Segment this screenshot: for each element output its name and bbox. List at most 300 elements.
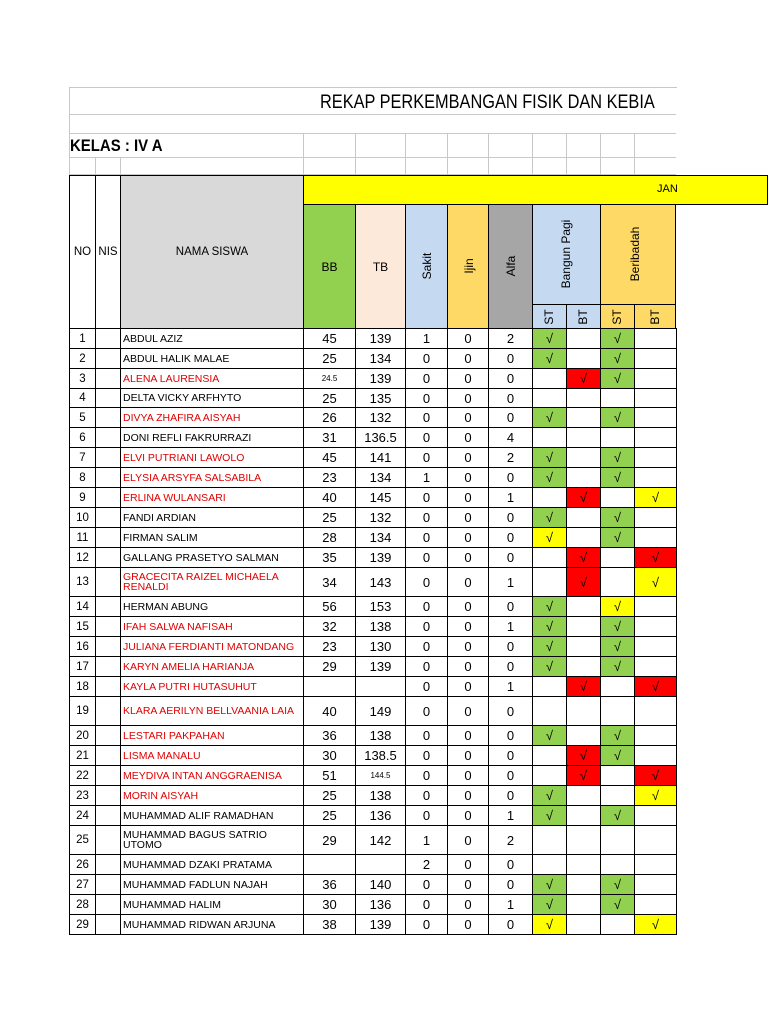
table-row [70, 568, 677, 597]
cell-bb: 38 [304, 915, 356, 935]
bangun-pagi-st-cell [533, 826, 567, 855]
bangun-pagi-bt-cell: √ [567, 568, 601, 597]
cell-ijin: 0 [448, 568, 489, 597]
cell-alfa: 1 [489, 895, 533, 915]
cell-nis [96, 329, 121, 349]
beribadah-st-cell [601, 568, 635, 597]
cell-sakit: 0 [406, 617, 448, 637]
cell-bb: 56 [304, 597, 356, 617]
bangun-pagi-bt-cell [567, 826, 601, 855]
beribadah-st-cell: √ [601, 617, 635, 637]
cell-nis [96, 786, 121, 806]
beribadah-st-cell [601, 488, 635, 508]
table-row [70, 637, 677, 657]
cell-tb: 138.5 [356, 746, 406, 766]
cell-alfa: 0 [489, 637, 533, 657]
cell-sakit: 0 [406, 786, 448, 806]
table-row [70, 408, 677, 428]
cell-bb: 51 [304, 766, 356, 786]
cell-alfa: 0 [489, 369, 533, 389]
cell-nis [96, 468, 121, 488]
beribadah-bt-cell [635, 855, 677, 875]
cell-alfa: 1 [489, 806, 533, 826]
bangun-pagi-bt-cell [567, 528, 601, 548]
cell-ijin: 0 [448, 488, 489, 508]
bangun-pagi-st-cell: √ [533, 726, 567, 746]
bangun-pagi-bt-cell [567, 389, 601, 408]
cell-tb [356, 855, 406, 875]
cell-alfa: 0 [489, 468, 533, 488]
beribadah-st-cell: √ [601, 657, 635, 677]
beribadah-bt-cell: √ [635, 677, 677, 697]
cell-sakit: 0 [406, 369, 448, 389]
table-row [70, 786, 677, 806]
cell-nis [96, 855, 121, 875]
table-row [70, 657, 677, 677]
beribadah-st-cell: √ [601, 369, 635, 389]
cell-tb: 139 [356, 369, 406, 389]
cell-ijin: 0 [448, 389, 489, 408]
beribadah-st-cell [601, 389, 635, 408]
cell-nama: MUHAMMAD RIDWAN ARJUNA [121, 915, 304, 935]
table-row [70, 349, 677, 369]
cell-tb: 134 [356, 349, 406, 369]
bangun-pagi-st-cell: √ [533, 637, 567, 657]
cell-sakit: 0 [406, 597, 448, 617]
cell-sakit: 0 [406, 697, 448, 726]
cell-no: 22 [70, 766, 96, 786]
cell-ijin: 0 [448, 468, 489, 488]
cell-tb: 141 [356, 448, 406, 468]
bangun-pagi-bt-cell [567, 726, 601, 746]
cell-sakit: 0 [406, 528, 448, 548]
class-label: KELAS : IV A [70, 136, 163, 155]
cell-nama: JULIANA FERDIANTI MATONDANG [121, 637, 304, 657]
bangun-pagi-bt-cell: √ [567, 766, 601, 786]
cell-ijin: 0 [448, 597, 489, 617]
cell-bb: 25 [304, 389, 356, 408]
cell-nama: MUHAMMAD BAGUS SATRIO UTOMO [121, 826, 304, 855]
cell-no: 14 [70, 597, 96, 617]
beribadah-bt-cell [635, 389, 677, 408]
bangun-pagi-st-cell: √ [533, 875, 567, 895]
cell-nis [96, 597, 121, 617]
cell-alfa: 1 [489, 677, 533, 697]
beribadah-st-cell [601, 915, 635, 935]
bangun-pagi-st-cell: √ [533, 895, 567, 915]
cell-nama: ABDUL HALIK MALAE [121, 349, 304, 369]
report-title: REKAP PERKEMBANGAN FISIK DAN KEBIA [320, 92, 655, 113]
cell-nis [96, 448, 121, 468]
cell-no: 15 [70, 617, 96, 637]
bangun-pagi-bt-cell [567, 349, 601, 369]
cell-no: 7 [70, 448, 96, 468]
cell-no: 9 [70, 488, 96, 508]
bangun-pagi-bt-cell [567, 448, 601, 468]
cell-sakit: 0 [406, 637, 448, 657]
cell-nis [96, 548, 121, 568]
cell-nis [96, 677, 121, 697]
cell-nama: KARYN AMELIA HARIANJA [121, 657, 304, 677]
bangun-pagi-st-cell: √ [533, 806, 567, 826]
beribadah-bt-cell [635, 408, 677, 428]
bangun-pagi-st-cell [533, 488, 567, 508]
cell-no: 28 [70, 895, 96, 915]
cell-ijin: 0 [448, 408, 489, 428]
cell-ijin: 0 [448, 349, 489, 369]
cell-nis [96, 826, 121, 855]
beribadah-bt-cell: √ [635, 766, 677, 786]
table-row [70, 389, 677, 408]
cell-nis [96, 369, 121, 389]
beribadah-bt-cell [635, 697, 677, 726]
beribadah-bt-cell [635, 448, 677, 468]
cell-nama: ABDUL AZIZ [121, 329, 304, 349]
header-nama: NAMA SISWA [120, 175, 304, 329]
cell-alfa: 0 [489, 389, 533, 408]
table-row [70, 597, 677, 617]
cell-nis [96, 726, 121, 746]
cell-no: 3 [70, 369, 96, 389]
cell-nama: DELTA VICKY ARFHYTO [121, 389, 304, 408]
bangun-pagi-bt-cell [567, 637, 601, 657]
bangun-pagi-st-cell: √ [533, 528, 567, 548]
beribadah-bt-cell: √ [635, 568, 677, 597]
header-no: NO [69, 175, 96, 329]
cell-alfa: 0 [489, 349, 533, 369]
beribadah-st-cell [601, 826, 635, 855]
beribadah-st-cell [601, 428, 635, 448]
cell-no: 25 [70, 826, 96, 855]
cell-bb: 29 [304, 826, 356, 855]
bangun-pagi-bt-cell [567, 408, 601, 428]
cell-tb: 132 [356, 408, 406, 428]
beribadah-bt-cell [635, 508, 677, 528]
beribadah-st-cell: √ [601, 726, 635, 746]
beribadah-bt-cell [635, 726, 677, 746]
cell-no: 16 [70, 637, 96, 657]
bangun-pagi-bt-cell: √ [567, 488, 601, 508]
cell-bb [304, 855, 356, 875]
cell-nama: ALENA LAURENSIA [121, 369, 304, 389]
cell-no: 2 [70, 349, 96, 369]
cell-alfa: 0 [489, 875, 533, 895]
beribadah-st-cell: √ [601, 349, 635, 369]
cell-alfa: 0 [489, 746, 533, 766]
cell-bb: 45 [304, 448, 356, 468]
beribadah-st-cell [601, 697, 635, 726]
cell-tb: 136.5 [356, 428, 406, 448]
cell-bb: 36 [304, 726, 356, 746]
cell-tb: 130 [356, 637, 406, 657]
table-row [70, 488, 677, 508]
cell-ijin: 0 [448, 855, 489, 875]
beribadah-bt-cell [635, 349, 677, 369]
cell-no: 5 [70, 408, 96, 428]
bangun-pagi-st-cell: √ [533, 786, 567, 806]
cell-alfa: 0 [489, 597, 533, 617]
cell-bb [304, 677, 356, 697]
cell-sakit: 1 [406, 329, 448, 349]
bangun-pagi-bt-cell [567, 329, 601, 349]
cell-sakit: 0 [406, 875, 448, 895]
beribadah-st-cell [601, 855, 635, 875]
cell-nis [96, 408, 121, 428]
cell-tb: 134 [356, 468, 406, 488]
beribadah-bt-cell [635, 826, 677, 855]
cell-sakit: 0 [406, 389, 448, 408]
header-bp-bt: BT [566, 304, 601, 329]
cell-tb: 135 [356, 389, 406, 408]
bangun-pagi-st-cell [533, 389, 567, 408]
cell-alfa: 0 [489, 508, 533, 528]
cell-tb: 149 [356, 697, 406, 726]
cell-ijin: 0 [448, 786, 489, 806]
table-row [70, 726, 677, 746]
cell-nama: ELVI PUTRIANI LAWOLO [121, 448, 304, 468]
header-bp-st: ST [532, 304, 567, 329]
bangun-pagi-st-cell [533, 766, 567, 786]
cell-tb: 143 [356, 568, 406, 597]
bangun-pagi-bt-cell [567, 468, 601, 488]
beribadah-st-cell: √ [601, 746, 635, 766]
cell-alfa: 0 [489, 915, 533, 935]
cell-nama: GALLANG PRASETYO SALMAN [121, 548, 304, 568]
student-table [69, 328, 677, 935]
table-row [70, 826, 677, 855]
cell-ijin: 0 [448, 548, 489, 568]
cell-nis [96, 389, 121, 408]
beribadah-st-cell: √ [601, 895, 635, 915]
bangun-pagi-st-cell: √ [533, 617, 567, 637]
beribadah-bt-cell [635, 369, 677, 389]
cell-bb: 23 [304, 468, 356, 488]
cell-sakit: 1 [406, 826, 448, 855]
cell-sakit: 0 [406, 428, 448, 448]
beribadah-st-cell: √ [601, 408, 635, 428]
cell-nama: FIRMAN SALIM [121, 528, 304, 548]
cell-bb: 45 [304, 329, 356, 349]
cell-tb: 138 [356, 786, 406, 806]
cell-nama: LESTARI PAKPAHAN [121, 726, 304, 746]
table-row [70, 806, 677, 826]
cell-ijin: 0 [448, 826, 489, 855]
bangun-pagi-bt-cell [567, 657, 601, 677]
cell-nama: KLARA AERILYN BELLVAANIA LAIA [121, 697, 304, 726]
cell-no: 26 [70, 855, 96, 875]
bangun-pagi-st-cell [533, 746, 567, 766]
beribadah-st-cell [601, 548, 635, 568]
cell-sakit: 0 [406, 915, 448, 935]
cell-nama: FANDI ARDIAN [121, 508, 304, 528]
cell-no: 19 [70, 697, 96, 726]
bangun-pagi-st-cell: √ [533, 448, 567, 468]
beribadah-bt-cell [635, 746, 677, 766]
header-alfa: Alfa [488, 204, 533, 329]
bangun-pagi-bt-cell [567, 508, 601, 528]
cell-alfa: 2 [489, 826, 533, 855]
beribadah-bt-cell: √ [635, 548, 677, 568]
cell-no: 8 [70, 468, 96, 488]
cell-nama: MUHAMMAD ALIF RAMADHAN [121, 806, 304, 826]
beribadah-bt-cell [635, 895, 677, 915]
month-band [303, 175, 768, 205]
table-row [70, 617, 677, 637]
cell-sakit: 0 [406, 895, 448, 915]
bangun-pagi-bt-cell [567, 915, 601, 935]
cell-tb: 153 [356, 597, 406, 617]
table-row [70, 697, 677, 726]
cell-nama: DIVYA ZHAFIRA AISYAH [121, 408, 304, 428]
cell-nis [96, 617, 121, 637]
beribadah-bt-cell [635, 617, 677, 637]
cell-alfa: 0 [489, 548, 533, 568]
table-row [70, 448, 677, 468]
cell-ijin: 0 [448, 508, 489, 528]
bangun-pagi-st-cell: √ [533, 597, 567, 617]
bangun-pagi-bt-cell [567, 895, 601, 915]
header-tb: TB [355, 204, 406, 329]
table-row [70, 855, 677, 875]
cell-tb: 139 [356, 915, 406, 935]
beribadah-bt-cell [635, 428, 677, 448]
cell-sakit: 0 [406, 548, 448, 568]
cell-tb: 139 [356, 548, 406, 568]
cell-no: 27 [70, 875, 96, 895]
cell-no: 21 [70, 746, 96, 766]
cell-nis [96, 746, 121, 766]
cell-alfa: 0 [489, 697, 533, 726]
cell-ijin: 0 [448, 369, 489, 389]
table-row [70, 508, 677, 528]
month-label: JAN [657, 183, 678, 195]
beribadah-st-cell: √ [601, 329, 635, 349]
cell-ijin: 0 [448, 329, 489, 349]
cell-nis [96, 915, 121, 935]
cell-nis [96, 508, 121, 528]
cell-no: 6 [70, 428, 96, 448]
bangun-pagi-st-cell: √ [533, 915, 567, 935]
cell-nis [96, 428, 121, 448]
cell-tb [356, 677, 406, 697]
cell-bb: 25 [304, 786, 356, 806]
bangun-pagi-st-cell [533, 697, 567, 726]
cell-ijin: 0 [448, 895, 489, 915]
cell-sakit: 1 [406, 468, 448, 488]
beribadah-st-cell: √ [601, 806, 635, 826]
table-row [70, 528, 677, 548]
cell-tb: 136 [356, 895, 406, 915]
cell-tb: 138 [356, 617, 406, 637]
bangun-pagi-bt-cell: √ [567, 369, 601, 389]
bangun-pagi-bt-cell [567, 786, 601, 806]
cell-nis [96, 657, 121, 677]
cell-alfa: 0 [489, 726, 533, 746]
cell-sakit: 0 [406, 408, 448, 428]
cell-ijin: 0 [448, 657, 489, 677]
cell-nama: MORIN AISYAH [121, 786, 304, 806]
header-beribadah: Beribadah [600, 204, 676, 305]
table-row [70, 915, 677, 935]
cell-sakit: 0 [406, 746, 448, 766]
cell-no: 24 [70, 806, 96, 826]
cell-bb: 30 [304, 746, 356, 766]
cell-ijin: 0 [448, 697, 489, 726]
bangun-pagi-bt-cell: √ [567, 746, 601, 766]
cell-nama: MEYDIVA INTAN ANGGRAENISA [121, 766, 304, 786]
cell-alfa: 1 [489, 488, 533, 508]
beribadah-bt-cell [635, 806, 677, 826]
cell-ijin: 0 [448, 448, 489, 468]
cell-ijin: 0 [448, 726, 489, 746]
cell-sakit: 0 [406, 677, 448, 697]
cell-ijin: 0 [448, 428, 489, 448]
beribadah-bt-cell [635, 329, 677, 349]
cell-ijin: 0 [448, 677, 489, 697]
bangun-pagi-bt-cell [567, 806, 601, 826]
beribadah-bt-cell: √ [635, 488, 677, 508]
cell-nama: MUHAMMAD DZAKI PRATAMA [121, 855, 304, 875]
cell-ijin: 0 [448, 915, 489, 935]
bangun-pagi-st-cell: √ [533, 349, 567, 369]
cell-ijin: 0 [448, 637, 489, 657]
grid-line [69, 114, 676, 115]
cell-alfa: 2 [489, 329, 533, 349]
cell-nis [96, 875, 121, 895]
cell-nis [96, 697, 121, 726]
bangun-pagi-bt-cell [567, 617, 601, 637]
cell-sakit: 0 [406, 657, 448, 677]
cell-tb: 142 [356, 826, 406, 855]
cell-nis [96, 637, 121, 657]
beribadah-st-cell [601, 677, 635, 697]
header-ijin: Ijin [447, 204, 489, 329]
bangun-pagi-st-cell [533, 428, 567, 448]
header-ib-bt: BT [634, 304, 676, 329]
table-row [70, 369, 677, 389]
table-row [70, 875, 677, 895]
cell-bb: 25 [304, 806, 356, 826]
bangun-pagi-st-cell [533, 548, 567, 568]
bangun-pagi-st-cell [533, 855, 567, 875]
beribadah-bt-cell: √ [635, 915, 677, 935]
cell-alfa: 0 [489, 408, 533, 428]
cell-nis [96, 528, 121, 548]
bangun-pagi-bt-cell [567, 875, 601, 895]
bangun-pagi-st-cell: √ [533, 329, 567, 349]
cell-sakit: 0 [406, 349, 448, 369]
cell-sakit: 2 [406, 855, 448, 875]
beribadah-bt-cell [635, 528, 677, 548]
cell-bb: 23 [304, 637, 356, 657]
beribadah-bt-cell [635, 657, 677, 677]
cell-nama: DONI REFLI FAKRURRAZI [121, 428, 304, 448]
cell-ijin: 0 [448, 528, 489, 548]
beribadah-bt-cell [635, 597, 677, 617]
cell-bb: 34 [304, 568, 356, 597]
cell-nama: MUHAMMAD HALIM [121, 895, 304, 915]
bangun-pagi-st-cell [533, 369, 567, 389]
cell-no: 11 [70, 528, 96, 548]
cell-alfa: 1 [489, 568, 533, 597]
cell-alfa: 4 [489, 428, 533, 448]
table-row [70, 329, 677, 349]
bangun-pagi-st-cell [533, 568, 567, 597]
table-row [70, 677, 677, 697]
beribadah-st-cell: √ [601, 875, 635, 895]
beribadah-st-cell: √ [601, 468, 635, 488]
table-row [70, 746, 677, 766]
